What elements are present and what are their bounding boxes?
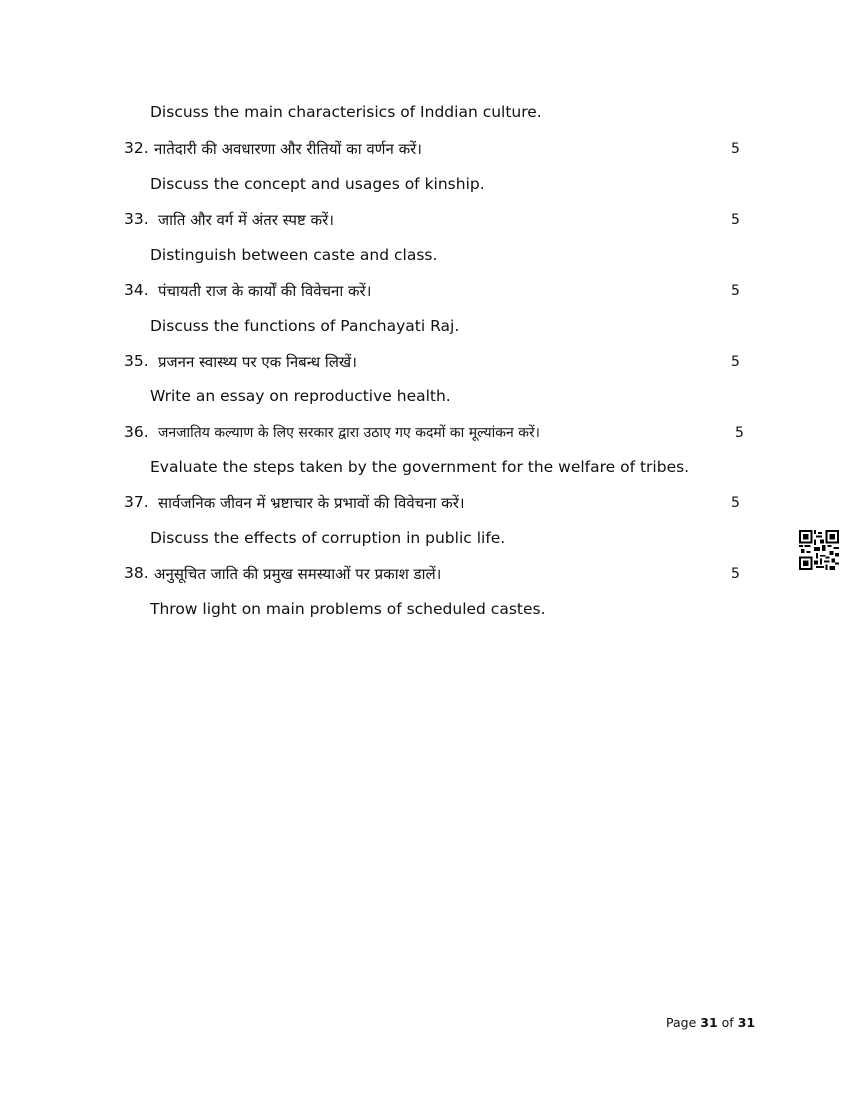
question-english: Evaluate the steps taken by the government for the welfare of tribes.	[150, 458, 690, 476]
footer-page-word: Page	[666, 1015, 697, 1030]
question-marks: 5	[731, 283, 740, 299]
page-footer	[666, 1015, 755, 1030]
footer-current-page: 31	[700, 1015, 718, 1030]
question-hindi: पंचायती राज के कार्यों की विवेचना करें।	[158, 282, 372, 300]
question-number: 36.	[124, 423, 149, 441]
question-hindi: प्रजनन स्वास्थ्य पर एक निबन्ध लिखें।	[158, 353, 357, 371]
question-hindi: जाति और वर्ग में अंतर स्पष्ट करें।	[158, 211, 334, 229]
question-number: 32.	[124, 139, 149, 157]
question-marks: 5	[731, 495, 740, 511]
question-number: 35.	[124, 352, 149, 370]
question-english: Distinguish between caste and class.	[150, 246, 438, 264]
question-marks: 5	[731, 141, 740, 157]
footer-of-word: of	[721, 1015, 734, 1030]
question-english: Discuss the effects of corruption in public life.	[150, 529, 506, 547]
question-number: 38.	[124, 564, 149, 582]
question-hindi: सार्वजनिक जीवन में भ्रष्टाचार के प्रभावों की विवेचना करें।	[158, 494, 465, 512]
question-marks: 5	[735, 425, 744, 441]
question-number: 33.	[124, 210, 149, 228]
question-marks: 5	[731, 566, 740, 582]
question-number: 37.	[124, 493, 149, 511]
question-number: 34.	[124, 281, 149, 299]
question-marks: 5	[731, 212, 740, 228]
question-english: Discuss the concept and usages of kinship.	[150, 175, 485, 193]
question-marks: 5	[731, 354, 740, 370]
qr-code-icon	[799, 530, 839, 570]
footer-total-pages: 31	[737, 1015, 756, 1030]
question-english: Throw light on main problems of scheduled castes.	[150, 600, 546, 618]
question-hindi: अनुसूचित जाति की प्रमुख समस्याओं पर प्रकाश डालें।	[154, 565, 442, 583]
question-english: Discuss the functions of Panchayati Raj.	[150, 317, 460, 335]
question-hindi: जनजातिय कल्याण के लिए सरकार द्वारा उठाए गए कदमों का मूल्यांकन करें।	[158, 425, 540, 441]
question-english: Write an essay on reproductive health.	[150, 387, 451, 405]
question-hindi: नातेदारी की अवधारणा और रीतियों का वर्णन करें।	[154, 140, 422, 158]
intro-question-english: Discuss the main characterisics of Inddian culture.	[150, 103, 542, 121]
